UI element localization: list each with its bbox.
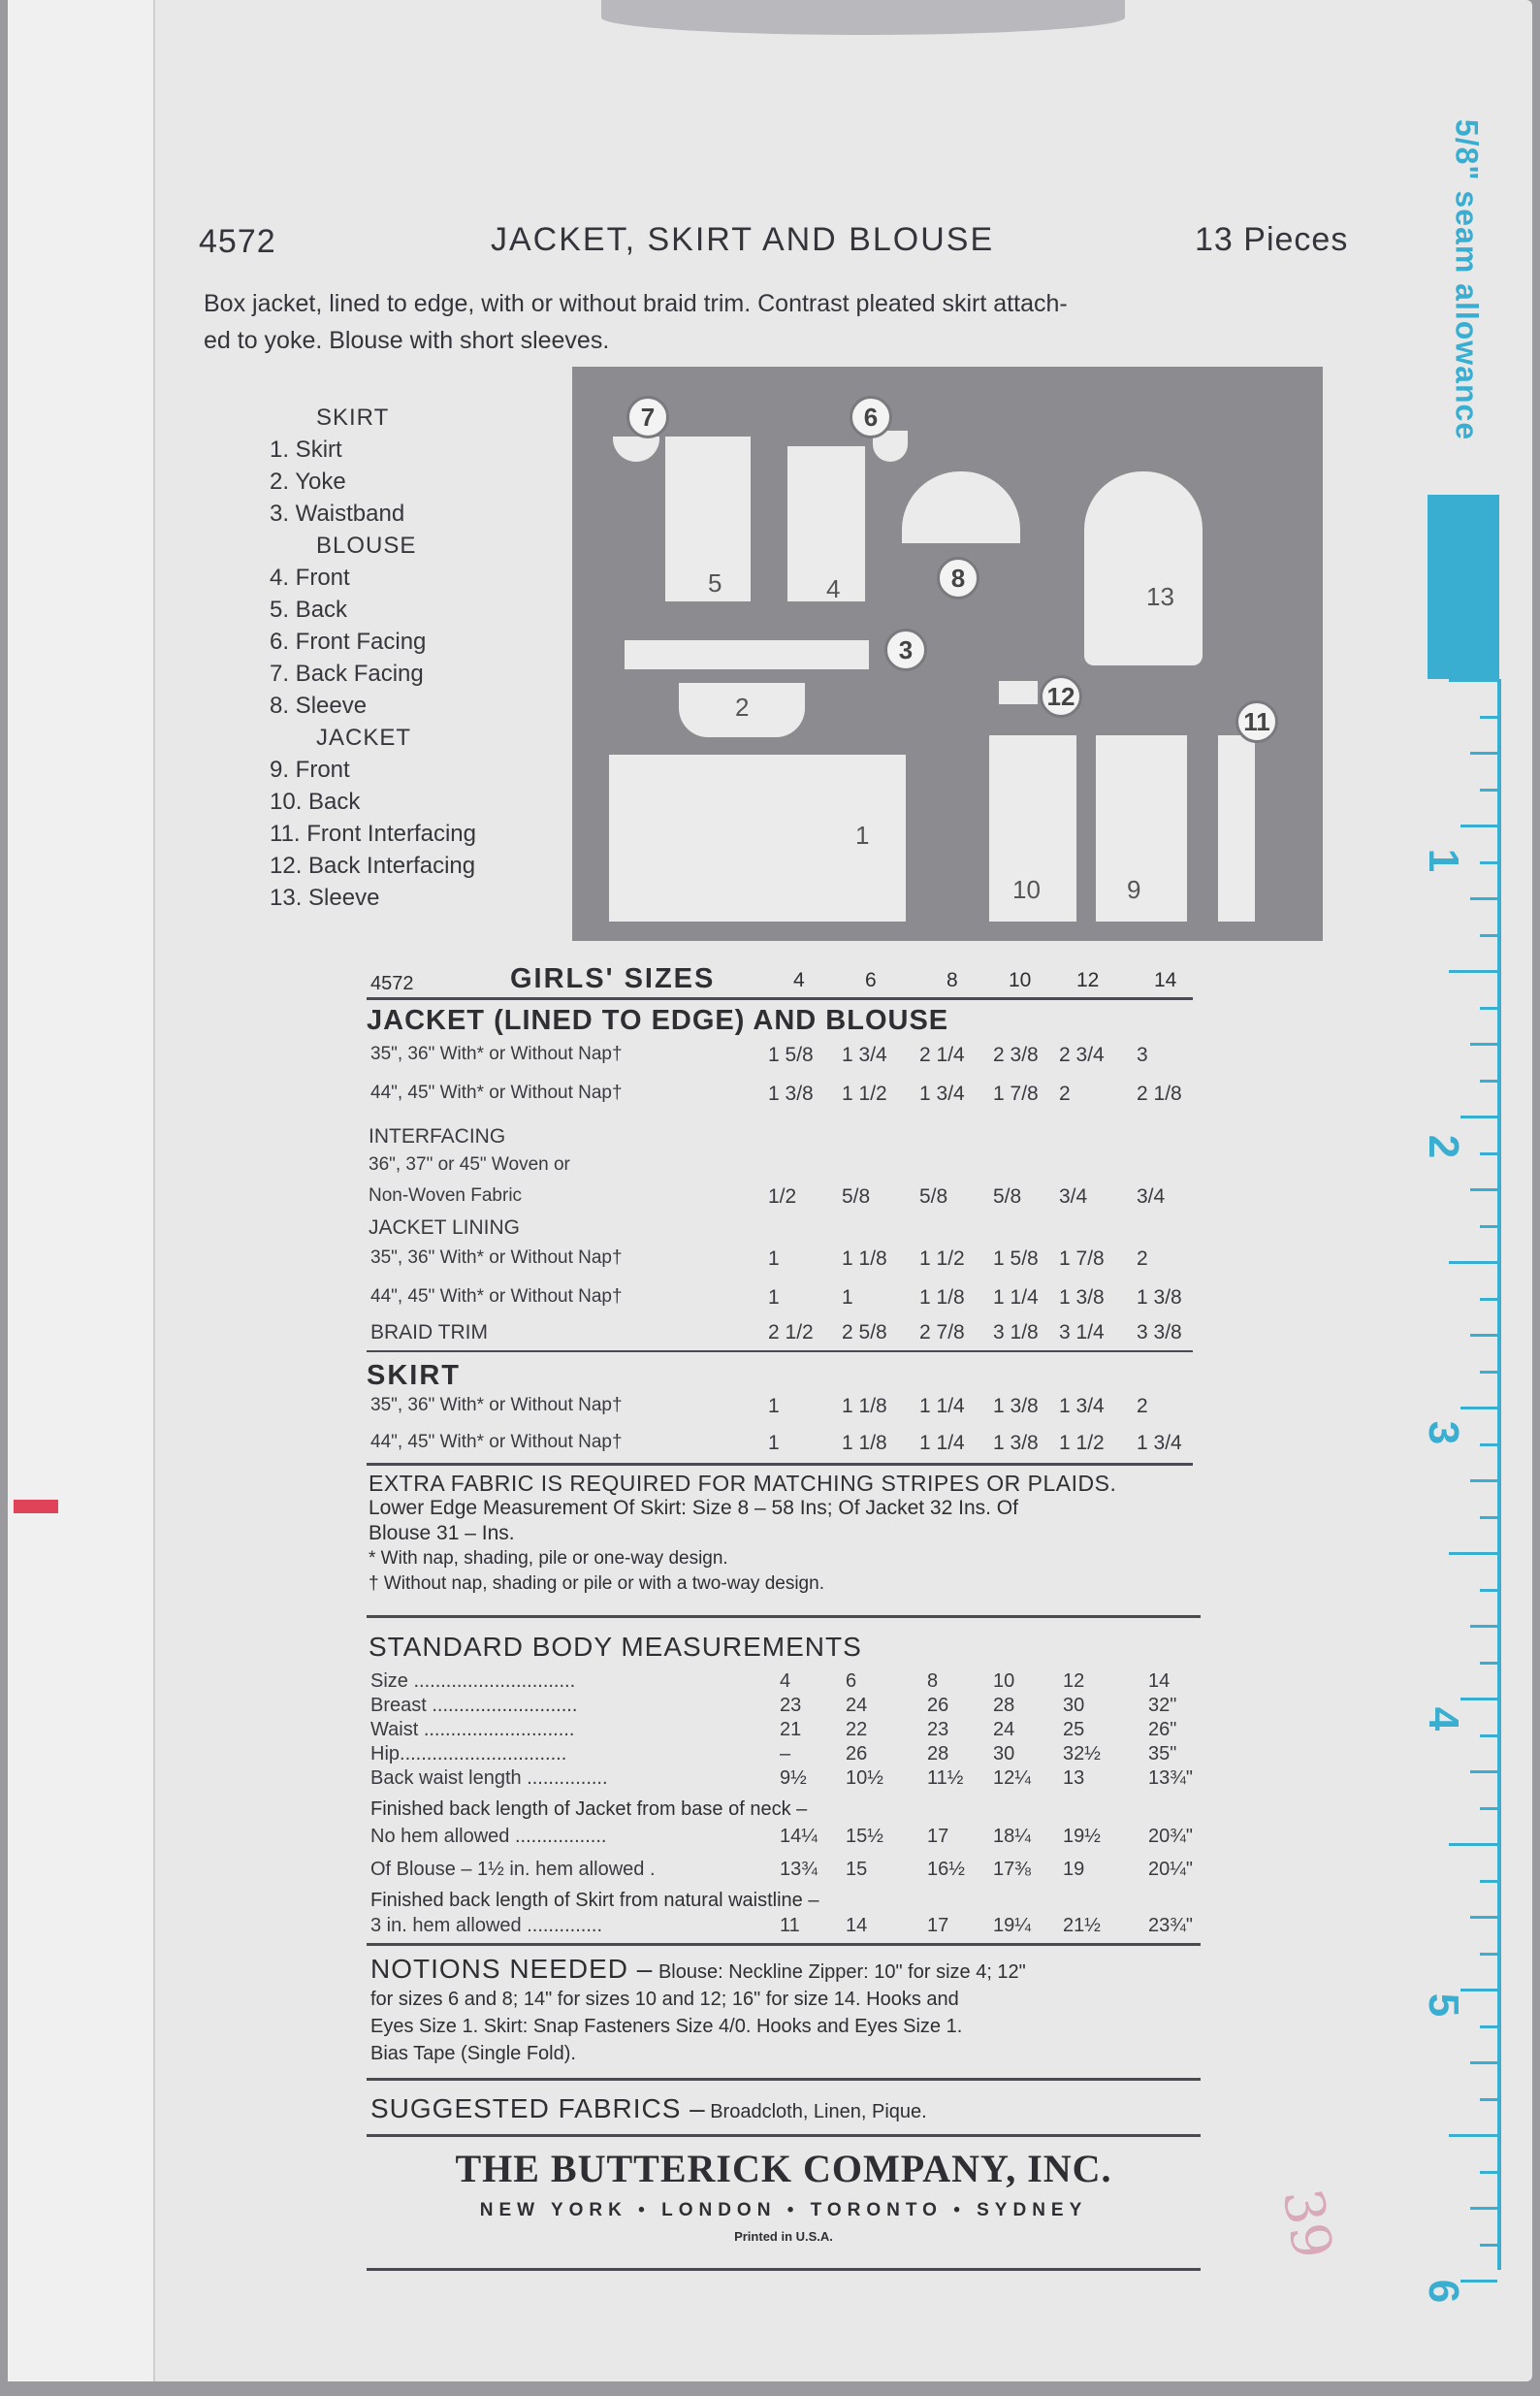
measurement-value: 10: [993, 1670, 1015, 1692]
measurement-value: 30: [993, 1743, 1015, 1765]
ruler-tick: [1480, 1371, 1497, 1374]
yardage-value: 2 7/8: [919, 1321, 965, 1344]
ruler-number: 4: [1420, 1706, 1468, 1732]
piece-8-sleeve: [902, 471, 1020, 543]
yardage-row-label: 44", 45" With* or Without Nap†: [370, 1083, 623, 1103]
yardage-value: 1 1/2: [842, 1083, 887, 1105]
size-header: 10: [1009, 969, 1032, 991]
yardage-value: 1 3/4: [1137, 1432, 1182, 1454]
suggested-fabrics: [370, 2093, 927, 2124]
yardage-row-label: 44", 45" With* or Without Nap†: [370, 1432, 623, 1452]
measurement-label: Size ..............................: [370, 1670, 576, 1692]
ruler-number: 2: [1420, 1134, 1468, 1159]
note-stripes: EXTRA FABRIC IS REQUIRED FOR MATCHING STRIPES OR PLAIDS.: [369, 1471, 1117, 1496]
notions-line: for sizes 6 and 8; 14" for sizes 10 and 12; 16" for size 14. Hooks and: [370, 1989, 959, 2010]
ruler-tick: [1449, 2134, 1497, 2137]
lining-heading: JACKET LINING: [369, 1216, 520, 1239]
yardage-value: 2 5/8: [842, 1321, 887, 1344]
piece-label: 9: [1127, 875, 1141, 904]
ruler-tick: [1480, 934, 1497, 937]
measurement-value: 12: [1063, 1670, 1085, 1692]
measurement-value: 11: [780, 1915, 800, 1936]
measurement-value: 16½: [927, 1859, 965, 1880]
piece-9-front: [1096, 735, 1187, 922]
yardage-value: 1: [768, 1432, 780, 1454]
ruler-number: 5: [1420, 1992, 1468, 2018]
ruler-tick: [1480, 861, 1497, 864]
measurement-value: 30: [1063, 1695, 1085, 1716]
yardage-value: 1 3/4: [919, 1083, 965, 1105]
piece-label: 1: [855, 821, 870, 850]
ruler-tick: [1460, 1407, 1497, 1409]
measurement-value: 23¾": [1148, 1915, 1194, 1936]
piece-callout: 12: [1040, 675, 1082, 718]
piece-3-waistband: [625, 640, 869, 669]
size-header-row: [756, 969, 1212, 998]
pieces-section: SKIRT: [316, 405, 390, 431]
note-line: † Without nap, shading or pile or with a two-way design.: [369, 1573, 824, 1594]
measurement-value: 11½: [927, 1767, 964, 1789]
yardage-value: 1: [768, 1286, 780, 1309]
ruler-spine: [1497, 679, 1501, 2270]
ruler-tick: [1449, 1261, 1497, 1264]
measurement-value: 9½: [780, 1767, 807, 1789]
ruler-tick: [1470, 1770, 1497, 1773]
section-jacket-blouse: JACKET (LINED TO EDGE) AND BLOUSE: [367, 1005, 949, 1036]
measurement-value: 26: [846, 1743, 868, 1765]
ruler-tick: [1480, 1662, 1497, 1665]
yardage-rule: [367, 1350, 1193, 1352]
yardage-value: 5/8: [919, 1185, 948, 1208]
note-line: Lower Edge Measurement Of Skirt: Size 8 – 58 Ins; Of Jacket 32 Ins. Of: [369, 1497, 1018, 1519]
description-line: Box jacket, lined to edge, with or without braid trim. Contrast pleated skirt attach-: [204, 290, 1068, 317]
ruler-tick: [1470, 1479, 1497, 1482]
yardage-value: 1 1/4: [919, 1432, 965, 1454]
pattern-diagram: [572, 367, 1323, 941]
yardage-row-label: 44", 45" With* or Without Nap†: [370, 1286, 623, 1307]
yardage-value: 1 1/8: [842, 1395, 887, 1417]
section-rule: [367, 2268, 1201, 2271]
measurements-heading: STANDARD BODY MEASUREMENTS: [369, 1632, 862, 1662]
yardage-value: 1 3/4: [1059, 1395, 1105, 1417]
interfacing-heading: INTERFACING: [369, 1125, 506, 1148]
measurement-value: 12¼: [993, 1767, 1031, 1789]
pattern-title: JACKET, SKIRT AND BLOUSE: [491, 221, 995, 258]
measurement-value: 14: [846, 1915, 868, 1936]
piece-item: 13. Sleeve: [270, 885, 380, 911]
yardage-value: 1 3/8: [1059, 1286, 1105, 1309]
ruler-tick: [1460, 825, 1497, 827]
yardage-pattern-number: 4572: [370, 973, 414, 994]
yardage-value: 2 1/2: [768, 1321, 814, 1344]
size-header: 6: [865, 969, 877, 991]
piece-item: 11. Front Interfacing: [270, 821, 476, 847]
ruler-tick: [1480, 1807, 1497, 1810]
measurement-label: 3 in. hem allowed ..............: [370, 1915, 602, 1936]
section-rule: [367, 2134, 1201, 2137]
ruler-tick: [1480, 1152, 1497, 1155]
piece-item: 9. Front: [270, 757, 350, 783]
note-line: * With nap, shading, pile or one-way design.: [369, 1548, 728, 1569]
seam-allowance-block: [1428, 495, 1499, 679]
ruler-tick: [1470, 1334, 1497, 1337]
yardage-value: 3/4: [1137, 1185, 1166, 1208]
measurement-value: 20¼": [1148, 1859, 1194, 1880]
measurement-value: 23: [780, 1695, 802, 1716]
skirt-length-note: Finished back length of Skirt from natural waistline –: [370, 1890, 819, 1911]
piece-label: 10: [1012, 875, 1041, 904]
measurement-value: 15½: [846, 1826, 883, 1847]
yardage-heading: GIRLS' SIZES: [510, 963, 716, 994]
piece-callout: 6: [850, 396, 892, 438]
yardage-value: 1 3/4: [842, 1044, 887, 1066]
yardage-value: 1 3/8: [993, 1395, 1039, 1417]
yardage-row-label: 35", 36" With* or Without Nap†: [370, 1395, 623, 1415]
yardage-value: 1 1/4: [993, 1286, 1039, 1309]
yardage-rule: [367, 1463, 1193, 1466]
measurement-label: Hip...............................: [370, 1743, 567, 1765]
measurement-value: 26: [927, 1695, 949, 1716]
yardage-value: 1 3/8: [1137, 1286, 1182, 1309]
section-skirt: SKIRT: [367, 1360, 461, 1391]
section-rule: [367, 1615, 1201, 1618]
ruler-tick: [1480, 1880, 1497, 1883]
piece-label: 13: [1146, 582, 1174, 611]
piece-7-back-facing: [613, 437, 659, 462]
measurement-value: 4: [780, 1670, 791, 1692]
yardage-value: 2 1/8: [1137, 1083, 1182, 1105]
yardage-value: 1 1/8: [842, 1432, 887, 1454]
yardage-value: 1 1/2: [1059, 1432, 1105, 1454]
yardage-value: 2 3/8: [993, 1044, 1039, 1066]
ruler-tick: [1470, 752, 1497, 755]
ruler-tick: [1480, 1007, 1497, 1010]
piece-item: 3. Waistband: [270, 501, 405, 527]
measurement-value: 28: [993, 1695, 1015, 1716]
section-rule: [367, 2078, 1201, 2081]
seam-allowance-ruler: [1418, 97, 1524, 2304]
size-header: 12: [1076, 969, 1100, 991]
piece-item: 7. Back Facing: [270, 661, 424, 687]
measurement-value: 13¾: [780, 1859, 818, 1880]
measurement-value: 35": [1148, 1743, 1177, 1765]
ruler-number: 3: [1420, 1420, 1468, 1445]
ruler-tick: [1449, 1552, 1497, 1555]
measurement-value: 18¼: [993, 1826, 1031, 1847]
measurement-value: 32½: [1063, 1743, 1101, 1765]
yardage-value: 1 3/8: [993, 1432, 1039, 1454]
yardage-value: 3/4: [1059, 1185, 1088, 1208]
yardage-value: 5/8: [842, 1185, 871, 1208]
measurement-value: 17⅜: [993, 1859, 1031, 1880]
ruler-tick: [1480, 1589, 1497, 1592]
piece-callout: 8: [937, 557, 979, 599]
piece-item: 5. Back: [270, 597, 348, 623]
yardage-value: 1/2: [768, 1185, 797, 1208]
piece-item: 1. Skirt: [270, 437, 342, 463]
piece-item: 2. Yoke: [270, 469, 346, 495]
description: [204, 285, 1367, 359]
yardage-value: 2: [1137, 1247, 1148, 1270]
measurement-value: 8: [927, 1670, 939, 1692]
yardage-value: 3 3/8: [1137, 1321, 1182, 1344]
piece-item: 4. Front: [270, 565, 350, 591]
ruler-tick: [1470, 1625, 1497, 1628]
pieces-section: BLOUSE: [316, 533, 417, 559]
yardage-value: 3: [1137, 1044, 1148, 1066]
size-header: 8: [946, 969, 958, 991]
ruler-label: 5/8" seam allowance: [1449, 118, 1485, 441]
measurement-value: 24: [993, 1719, 1015, 1740]
pieces-list: [270, 402, 561, 914]
yardage-value: 5/8: [993, 1185, 1022, 1208]
yardage-value: 1: [842, 1286, 853, 1309]
ruler-tick: [1449, 970, 1497, 973]
fabrics-text: Broadcloth, Linen, Pique.: [710, 2101, 927, 2122]
interfacing-line: Non-Woven Fabric: [369, 1185, 523, 1206]
pattern-number: 4572: [199, 223, 276, 260]
notions-line: Bias Tape (Single Fold).: [370, 2043, 576, 2064]
note-line: Blouse 31 – Ins.: [369, 1522, 515, 1544]
ruler-number: 1: [1420, 848, 1468, 873]
ruler-tick: [1480, 716, 1497, 719]
measurement-value: 14: [1148, 1670, 1171, 1692]
yardage-row-label: 35", 36" With* or Without Nap†: [370, 1247, 623, 1268]
piece-item: 12. Back Interfacing: [270, 853, 476, 879]
piece-callout: 11: [1235, 700, 1278, 743]
measurement-value: 6: [846, 1670, 857, 1692]
interfacing-line: 36", 37" or 45" Woven or: [369, 1154, 570, 1175]
ruler-tick: [1480, 2244, 1497, 2247]
measurement-value: 17: [927, 1826, 949, 1847]
yardage-value: 1: [768, 1395, 780, 1417]
yardage-value: 1 3/8: [768, 1083, 814, 1105]
size-header: 14: [1154, 969, 1177, 991]
yardage-row-label: BRAID TRIM: [370, 1321, 488, 1344]
yardage-value: 1: [768, 1247, 780, 1270]
measurement-value: 14¼: [780, 1826, 818, 1847]
envelope-flap: [601, 0, 1125, 35]
ruler-tick: [1449, 679, 1497, 682]
yardage-value: 3 1/4: [1059, 1321, 1105, 1344]
notions: [370, 1956, 1204, 2067]
notions-line: Eyes Size 1. Skirt: Snap Fasteners Size 4/0. Hooks and Eyes Size 1.: [370, 2016, 963, 2037]
ruler-tick: [1480, 1225, 1497, 1228]
yardage-value: 1 7/8: [993, 1083, 1039, 1105]
measurement-value: 17: [927, 1915, 949, 1936]
measurement-label: Waist ............................: [370, 1719, 575, 1740]
pieces-section: JACKET: [316, 725, 412, 751]
measurement-value: 28: [927, 1743, 949, 1765]
red-mark: [14, 1500, 58, 1513]
yardage-value: 2: [1137, 1395, 1148, 1417]
ruler-tick: [1480, 2171, 1497, 2174]
piece-label: 5: [708, 568, 722, 598]
piece-item: 8. Sleeve: [270, 693, 368, 719]
company-name: THE BUTTERICK COMPANY, INC.: [455, 2147, 1112, 2190]
company-cities: NEW YORK • LONDON • TORONTO • SYDNEY: [479, 2200, 1088, 2220]
jacket-length-note: Finished back length of Jacket from base of neck –: [370, 1798, 808, 1820]
measurement-value: 13¾": [1148, 1767, 1194, 1789]
ruler-tick: [1460, 1116, 1497, 1118]
pencil-mark: 39: [1269, 2184, 1344, 2264]
measurement-value: 15: [846, 1859, 868, 1880]
envelope-side-flap: [8, 0, 155, 2381]
measurement-value: 22: [846, 1719, 868, 1740]
piece-13-sleeve: [1084, 471, 1203, 665]
measurement-value: 10½: [846, 1767, 883, 1789]
yardage-value: 1 1/8: [919, 1286, 965, 1309]
pieces-count: 13 Pieces: [1195, 221, 1349, 258]
measurement-label: Of Blouse – 1½ in. hem allowed .: [370, 1859, 656, 1880]
piece-callout: 3: [884, 629, 927, 671]
yardage-value: 1 1/2: [919, 1247, 965, 1270]
description-line: ed to yoke. Blouse with short sleeves.: [204, 327, 610, 354]
section-rule: [367, 1943, 1201, 1946]
measurement-label: No hem allowed .................: [370, 1826, 607, 1847]
piece-callout: 7: [626, 396, 669, 438]
yardage-value: 2 3/4: [1059, 1044, 1105, 1066]
ruler-tick: [1480, 1734, 1497, 1737]
measurement-value: 32": [1148, 1695, 1177, 1716]
notions-heading: NOTIONS NEEDED –: [370, 1954, 654, 1984]
ruler-tick: [1480, 2098, 1497, 2101]
ruler-tick: [1470, 1043, 1497, 1046]
yardage-rule: [367, 997, 1193, 1000]
yardage-value: 1 1/4: [919, 1395, 965, 1417]
measurement-value: 21: [780, 1719, 802, 1740]
measurement-value: 24: [846, 1695, 868, 1716]
yardage-value: 2 1/4: [919, 1044, 965, 1066]
notes: [369, 1471, 1203, 1597]
ruler-tick: [1480, 1443, 1497, 1446]
piece-label: 4: [826, 574, 841, 603]
piece-11-front-interfacing: [1218, 735, 1255, 922]
ruler-tick: [1470, 1188, 1497, 1191]
ruler-tick: [1470, 2207, 1497, 2210]
piece-item: 6. Front Facing: [270, 629, 427, 655]
yardage-value: 1 1/8: [842, 1247, 887, 1270]
ruler-tick: [1470, 897, 1497, 900]
measurement-label: Back waist length ...............: [370, 1767, 608, 1789]
ruler-tick: [1480, 2025, 1497, 2028]
piece-12-back-interfacing: [999, 681, 1038, 704]
ruler-tick: [1480, 1080, 1497, 1083]
notions-first-line: [370, 1956, 1204, 1986]
yardage-value: 3 1/8: [993, 1321, 1039, 1344]
ruler-tick: [1480, 1516, 1497, 1519]
yardage-value: 2: [1059, 1083, 1071, 1105]
measurement-value: 26": [1148, 1719, 1177, 1740]
size-header: 4: [793, 969, 805, 991]
ruler-tick: [1449, 1843, 1497, 1846]
printed-in: Printed in U.S.A.: [734, 2229, 833, 2244]
ruler-tick: [1480, 1298, 1497, 1301]
yardage-row-label: 35", 36" With* or Without Nap†: [370, 1044, 623, 1064]
ruler-tick: [1480, 789, 1497, 792]
yardage-value: 1 5/8: [768, 1044, 814, 1066]
measurement-value: 19¼: [993, 1915, 1031, 1936]
measurement-value: –: [780, 1743, 791, 1765]
ruler-tick: [1480, 1953, 1497, 1956]
ruler-tick: [1460, 1698, 1497, 1700]
measurement-value: 19: [1063, 1859, 1085, 1880]
ruler-tick: [1470, 1916, 1497, 1919]
measurement-value: 13: [1063, 1767, 1085, 1789]
measurement-value: 23: [927, 1719, 949, 1740]
piece-item: 10. Back: [270, 789, 361, 815]
measurement-value: 19½: [1063, 1826, 1101, 1847]
measurement-value: 20¾": [1148, 1826, 1194, 1847]
yardage-value: 1 5/8: [993, 1247, 1039, 1270]
measurement-value: 21½: [1063, 1915, 1101, 1936]
notions-line: Blouse: Neckline Zipper: 10" for size 4; 12": [658, 1961, 1026, 1983]
measurement-label: Breast ...........................: [370, 1695, 578, 1716]
piece-label: 2: [735, 693, 750, 722]
yardage-value: 1 7/8: [1059, 1247, 1105, 1270]
ruler-tick: [1470, 2061, 1497, 2064]
measurement-value: 25: [1063, 1719, 1085, 1740]
ruler-number: 6: [1420, 2279, 1468, 2304]
ruler-tick: [1460, 1989, 1497, 1991]
fabrics-heading: SUGGESTED FABRICS –: [370, 2093, 706, 2123]
